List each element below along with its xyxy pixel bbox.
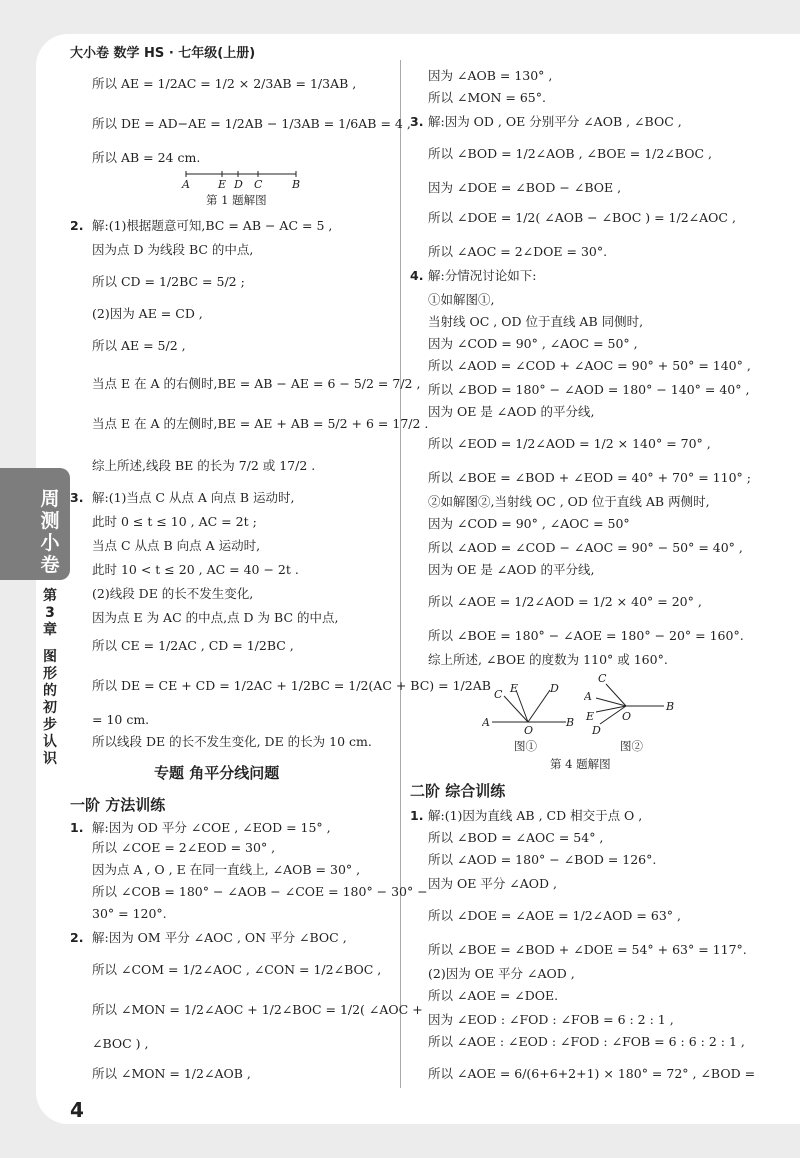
solution-line: 所以线段 DE 的长不发生变化, DE 的长为 10 cm. xyxy=(92,734,372,749)
solution-line: 所以 ∠BOE = ∠BOD + ∠EOD = 40° + 70° = 110° ; xyxy=(428,470,751,485)
point-label: E xyxy=(586,710,595,723)
point-label: C xyxy=(598,672,607,685)
problem-number: 1. xyxy=(70,820,84,835)
solution-line: 因为 ∠AOB = 130° , xyxy=(428,68,553,83)
point-label: C xyxy=(254,178,263,191)
solution-line: 所以 ∠AOC = 2∠DOE = 30°. xyxy=(428,244,608,259)
solution-line: 因为 ∠COD = 90° , ∠AOC = 50° , xyxy=(428,336,638,351)
topic-title: 专题 角平分线问题 xyxy=(154,764,280,782)
solution-line: 所以 ∠COE = 2∠EOD = 30° , xyxy=(92,840,276,855)
sidebar-chapter-label xyxy=(40,588,60,768)
chapter-char: 步 xyxy=(43,717,57,733)
chapter-char: 3 xyxy=(45,605,55,621)
solution-line: 所以 AB = 24 cm. xyxy=(92,150,201,165)
problem-number: 1. xyxy=(410,808,424,823)
solution-line: 因为点 A , O , E 在同一直线上, ∠AOB = 30° , xyxy=(92,862,361,877)
sidebar-tab-char: 卷 xyxy=(40,554,60,576)
point-label: D xyxy=(592,724,601,736)
solution-line: 所以 ∠AOE : ∠EOD : ∠FOD : ∠FOB = 6 : 6 : 2 : 1 , xyxy=(428,1034,745,1049)
chapter-char: 初 xyxy=(43,700,57,716)
solution-line: 解:(1)根据题意可知,BC = AB − AC = 5 , xyxy=(92,218,333,233)
solution-line: 所以 ∠BOD = ∠AOC = 54° , xyxy=(428,830,604,845)
solution-line: 此时 0 ≤ t ≤ 10 , AC = 2t ; xyxy=(92,514,257,529)
solution-line: 所以 DE = AD−AE = 1/2AB − 1/3AB = 1/6AB = 4 , xyxy=(92,116,411,131)
solution-line: 因为 ∠EOD : ∠FOD : ∠FOB = 6 : 2 : 1 , xyxy=(428,1012,674,1027)
solution-line: 所以 ∠BOE = 180° − ∠AOE = 180° − 20° = 160°. xyxy=(428,628,744,643)
problem-number: 3. xyxy=(410,114,424,129)
solution-line: ∠BOC ) , xyxy=(92,1036,149,1051)
chapter-char: 形 xyxy=(43,666,57,682)
solution-line: 解:因为 OD 平分 ∠COE , ∠EOD = 15° , xyxy=(92,820,331,835)
solution-line: 综上所述,线段 BE 的长为 7/2 或 17/2 . xyxy=(92,458,316,473)
segment-diagram xyxy=(178,168,308,192)
point-label: B xyxy=(566,716,575,729)
solution-line: 当点 E 在 A 的右侧时,BE = AB − AE = 6 − 5/2 = 7/2 , xyxy=(92,376,421,391)
problem-number: 4. xyxy=(410,268,424,283)
solution-line: 因为 OE 是 ∠AOD 的平分线, xyxy=(428,562,595,577)
point-label: E xyxy=(510,682,519,695)
solution-line: 所以 ∠BOD = 1/2∠AOB , ∠BOE = 1/2∠BOC , xyxy=(428,146,712,161)
point-label: O xyxy=(524,724,534,737)
point-label: D xyxy=(550,682,559,695)
figure-caption: 第 4 题解图 xyxy=(550,757,611,771)
page-number: 4 xyxy=(70,1098,84,1122)
sidebar-tab-char: 测 xyxy=(40,510,60,532)
solution-line: 所以 ∠MON = 1/2∠AOB , xyxy=(92,1066,251,1081)
solution-line: 解:因为 OD , OE 分别平分 ∠AOB , ∠BOC , xyxy=(428,114,682,129)
solution-line: = 10 cm. xyxy=(92,712,150,727)
solution-line: 30° = 120°. xyxy=(92,906,167,921)
solution-line: 当射线 OC , OD 位于直线 AB 同侧时, xyxy=(428,314,644,329)
solution-line: 所以 DE = CE + CD = 1/2AC + 1/2BC = 1/2(AC + BC) = 1/2AB xyxy=(92,678,491,693)
solution-line: 所以 ∠MON = 65°. xyxy=(428,90,546,105)
solution-line: 因为 OE 平分 ∠AOD , xyxy=(428,876,558,891)
chapter-char: 图 xyxy=(43,649,57,665)
chapter-char: 认 xyxy=(43,734,57,750)
solution-line: 解:(1)当点 C 从点 A 向点 B 运动时, xyxy=(92,490,295,505)
solution-line: 此时 10 < t ≤ 20 , AC = 40 − 2t . xyxy=(92,562,299,577)
solution-line: 所以 ∠COM = 1/2∠AOC , ∠CON = 1/2∠BOC , xyxy=(92,962,382,977)
solution-line: 所以 ∠AOE = ∠DOE. xyxy=(428,988,559,1003)
figure-caption: 图① xyxy=(514,739,537,753)
solution-line: 当点 E 在 A 的左侧时,BE = AE + AB = 5/2 + 6 = 17/2 . xyxy=(92,416,429,431)
solution-line: 综上所述, ∠BOE 的度数为 110° 或 160°. xyxy=(428,652,668,667)
solution-line: ②如解图②,当射线 OC , OD 位于直线 AB 两侧时, xyxy=(428,494,710,509)
angle-diagram-2 xyxy=(584,670,680,736)
solution-line: 所以 AE = 5/2 , xyxy=(92,338,186,353)
solution-line: 所以 AE = 1/2AC = 1/2 × 2/3AB = 1/3AB , xyxy=(92,76,357,91)
point-label: A xyxy=(584,690,592,703)
page-header: 大小卷 数学 HS · 七年级(上册) xyxy=(70,46,256,61)
chapter-char: 的 xyxy=(43,683,57,699)
point-label: A xyxy=(182,178,190,191)
solution-line: 因为 OE 是 ∠AOD 的平分线, xyxy=(428,404,595,419)
point-label: D xyxy=(234,178,243,191)
solution-line: 所以 ∠AOD = ∠COD − ∠AOC = 90° − 50° = 40° , xyxy=(428,540,743,555)
solution-line: 所以 CE = 1/2AC , CD = 1/2BC , xyxy=(92,638,294,653)
angle-diagram-1 xyxy=(482,680,578,738)
solution-line: 当点 C 从点 B 向点 A 运动时, xyxy=(92,538,261,553)
point-label: A xyxy=(482,716,490,729)
solution-line: 所以 ∠BOE = ∠BOD + ∠DOE = 54° + 63° = 117°. xyxy=(428,942,747,957)
sidebar-tab-char: 周 xyxy=(40,488,60,510)
sidebar-tab-char: 小 xyxy=(40,532,60,554)
problem-number: 3. xyxy=(70,490,84,505)
problem-number: 2. xyxy=(70,218,84,233)
solution-line: 所以 ∠EOD = 1/2∠AOD = 1/2 × 140° = 70° , xyxy=(428,436,711,451)
point-label: B xyxy=(292,178,301,191)
figure-caption: 图② xyxy=(620,739,643,753)
problem-number: 2. xyxy=(70,930,84,945)
solution-line: (2)因为 OE 平分 ∠AOD , xyxy=(428,966,575,981)
solution-line: (2)线段 DE 的长不发生变化, xyxy=(92,586,254,601)
point-label: O xyxy=(622,710,632,723)
sidebar-tab-label xyxy=(38,488,62,576)
solution-line: 所以 ∠MON = 1/2∠AOC + 1/2∠BOC = 1/2( ∠AOC + xyxy=(92,1002,423,1017)
solution-line: 所以 ∠AOD = ∠COD + ∠AOC = 90° + 50° = 140° , xyxy=(428,358,751,373)
solution-line: ①如解图①, xyxy=(428,292,495,307)
solution-line: 所以 CD = 1/2BC = 5/2 ; xyxy=(92,274,245,289)
solution-line: 因为点 D 为线段 BC 的中点, xyxy=(92,242,254,257)
chapter-char: 识 xyxy=(43,751,57,767)
solution-line: 所以 ∠DOE = 1/2( ∠AOB − ∠BOC ) = 1/2∠AOC , xyxy=(428,210,736,225)
stage-title: 一阶 方法训练 xyxy=(70,796,166,814)
solution-line: 所以 ∠BOD = 180° − ∠AOD = 180° − 140° = 40° , xyxy=(428,382,750,397)
chapter-char: 章 xyxy=(43,622,57,638)
solution-line: 所以 ∠AOE = 1/2∠AOD = 1/2 × 40° = 20° , xyxy=(428,594,702,609)
solution-line: 解:(1)因为直线 AB , CD 相交于点 O , xyxy=(428,808,643,823)
solution-line: 所以 ∠AOD = 180° − ∠BOD = 126°. xyxy=(428,852,657,867)
point-label: E xyxy=(218,178,227,191)
solution-line: 解:分情况讨论如下: xyxy=(428,268,537,283)
solution-line: 所以 ∠AOE = 6/(6+6+2+1) × 180° = 72° , ∠BOD = xyxy=(428,1066,756,1081)
solution-line: 解:因为 OM 平分 ∠AOC , ON 平分 ∠BOC , xyxy=(92,930,347,945)
solution-line: 因为 ∠COD = 90° , ∠AOC = 50° xyxy=(428,516,630,531)
solution-line: 所以 ∠DOE = ∠AOE = 1/2∠AOD = 63° , xyxy=(428,908,681,923)
point-label: B xyxy=(666,700,675,713)
solution-line: 所以 ∠COB = 180° − ∠AOB − ∠COE = 180° − 30° − xyxy=(92,884,428,899)
solution-line: (2)因为 AE = CD , xyxy=(92,306,203,321)
solution-line: 因为点 E 为 AC 的中点,点 D 为 BC 的中点, xyxy=(92,610,339,625)
stage-title: 二阶 综合训练 xyxy=(410,782,506,800)
point-label: C xyxy=(494,688,503,701)
solution-line: 因为 ∠DOE = ∠BOD − ∠BOE , xyxy=(428,180,622,195)
column-divider xyxy=(400,60,401,1088)
figure-caption: 第 1 题解图 xyxy=(206,193,267,207)
chapter-char: 第 xyxy=(43,588,57,604)
page-sheet xyxy=(36,34,800,1124)
